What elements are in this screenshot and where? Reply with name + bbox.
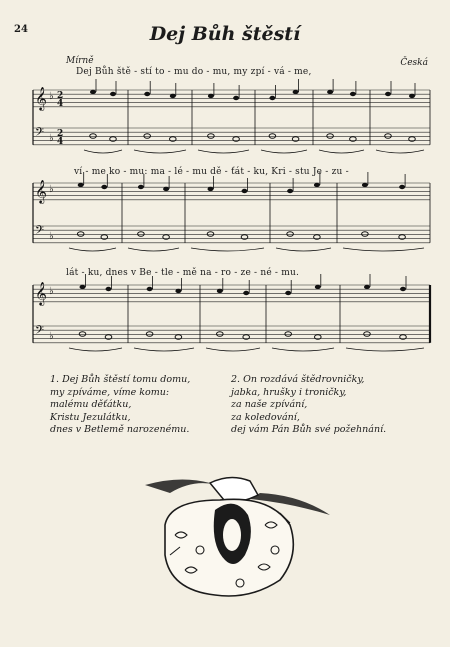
bass-clef-icon: 𝄢 xyxy=(35,224,45,240)
verse-1-line-4: Kristu Jezulátku, xyxy=(50,411,131,423)
treble-clef-icon: 𝄞 xyxy=(35,179,47,203)
slur xyxy=(343,248,424,251)
bass-note-head xyxy=(362,232,369,237)
slur xyxy=(346,348,424,351)
slur xyxy=(128,248,179,251)
note-head xyxy=(138,185,144,189)
verse-2-line-3: za naše zpívání, xyxy=(231,399,308,410)
note-head xyxy=(242,189,248,193)
note-head xyxy=(175,289,181,293)
slur xyxy=(261,150,307,153)
verse-2-line-4: za koledování, xyxy=(231,411,300,423)
note-head xyxy=(90,90,96,94)
note-head xyxy=(315,285,321,289)
slur xyxy=(376,150,424,153)
flat-sign-icon: ♭ xyxy=(49,331,54,342)
note-head xyxy=(243,291,249,295)
bass-note-head xyxy=(364,332,371,337)
note-head xyxy=(327,90,333,94)
note-head xyxy=(364,285,370,289)
bass-clef-icon: 𝄢 xyxy=(35,324,45,340)
flat-sign-icon: ♭ xyxy=(49,133,54,144)
note-head xyxy=(350,92,356,96)
note-head xyxy=(314,183,320,187)
bass-note-head xyxy=(327,134,334,139)
slur xyxy=(84,150,122,153)
note-head xyxy=(287,189,293,193)
note-head xyxy=(147,287,153,291)
slur xyxy=(69,248,116,251)
note-head xyxy=(217,289,223,293)
note-head xyxy=(269,96,275,100)
slur xyxy=(69,348,122,351)
flat-sign-icon: ♭ xyxy=(49,231,54,242)
flat-sign-icon: ♭ xyxy=(49,91,54,102)
bass-note-head xyxy=(287,232,294,237)
lyric-line-2: ví - me ko - mu: ma - lé - mu dě - ťát - ku, Kri - stu Je - zu - xyxy=(74,167,349,177)
slur xyxy=(198,150,249,153)
note-head xyxy=(106,287,112,291)
note-head xyxy=(80,285,86,289)
verse-1 xyxy=(50,374,190,437)
note-head xyxy=(101,185,107,189)
verse-2-line-1: 2. On rozdává štědrovničky, xyxy=(231,374,365,385)
treble-clef-icon: 𝄞 xyxy=(35,281,47,305)
slur xyxy=(319,150,364,153)
slur xyxy=(191,248,264,251)
note-head xyxy=(78,183,84,187)
song-title: Dej Bůh štěstí xyxy=(149,23,301,45)
time-signature-bottom: 4 xyxy=(57,99,64,109)
note-head xyxy=(233,96,239,100)
bass-note-head xyxy=(79,332,86,337)
note-head xyxy=(163,187,169,191)
page-number: 24 xyxy=(14,24,28,35)
bass-note-head xyxy=(208,134,215,139)
note-head xyxy=(409,94,415,98)
origin-label: Česká xyxy=(400,58,428,68)
verse-2 xyxy=(231,374,386,437)
verse-1-line-1: 1. Dej Bůh štěstí tomu domu, xyxy=(50,374,191,385)
bass-note-head xyxy=(207,232,214,237)
verse-2-line-5: dej vám Pán Bůh své požehnání. xyxy=(231,424,387,435)
note-head xyxy=(400,287,406,291)
time-signature-top: 2 xyxy=(57,129,64,139)
lyric-line-1: Dej Bůh ště - stí to - mu do - mu, my zpí - vá - me, xyxy=(76,67,312,77)
verse-1-line-3: malému děťátku, xyxy=(50,399,132,410)
flat-sign-icon: ♭ xyxy=(49,286,54,297)
slur xyxy=(276,248,331,251)
bass-note-head xyxy=(385,134,392,139)
note-head xyxy=(170,94,176,98)
lyric-line-3: lát - ku, dnes v Be - tle - mě na - ro - ze - né - mu. xyxy=(66,268,300,278)
verse-1-line-2: my zpíváme, víme komu: xyxy=(50,386,170,398)
note-head xyxy=(362,183,368,187)
bass-note-head xyxy=(144,134,151,139)
slur xyxy=(134,348,194,351)
note-head xyxy=(385,92,391,96)
verse-1-line-5: dnes v Betlemě narozenému. xyxy=(50,424,190,435)
treble-clef-icon: 𝄞 xyxy=(35,86,47,110)
bass-note-head xyxy=(90,134,97,139)
slur xyxy=(134,150,186,153)
flat-sign-icon: ♭ xyxy=(49,184,54,195)
bundle-illustration-icon xyxy=(140,455,340,605)
note-head xyxy=(399,185,405,189)
slur xyxy=(272,348,334,351)
time-signature-bottom: 4 xyxy=(57,137,64,147)
bass-note-head xyxy=(217,332,224,337)
bass-note-head xyxy=(269,134,276,139)
bass-note-head xyxy=(285,332,292,337)
tempo-marking: Mírně xyxy=(66,56,94,66)
note-head xyxy=(293,90,299,94)
note-head xyxy=(144,92,150,96)
time-signature-top: 2 xyxy=(57,91,64,101)
note-head xyxy=(208,94,214,98)
note-head xyxy=(285,291,291,295)
bass-note-head xyxy=(77,232,84,237)
slur xyxy=(206,348,260,351)
bass-clef-icon: 𝄢 xyxy=(35,126,45,142)
bass-note-head xyxy=(146,332,153,337)
note-head xyxy=(208,187,214,191)
note-head xyxy=(110,92,116,96)
verse-2-line-2: jabka, hrušky i troničky, xyxy=(231,386,347,398)
bass-note-head xyxy=(138,232,145,237)
